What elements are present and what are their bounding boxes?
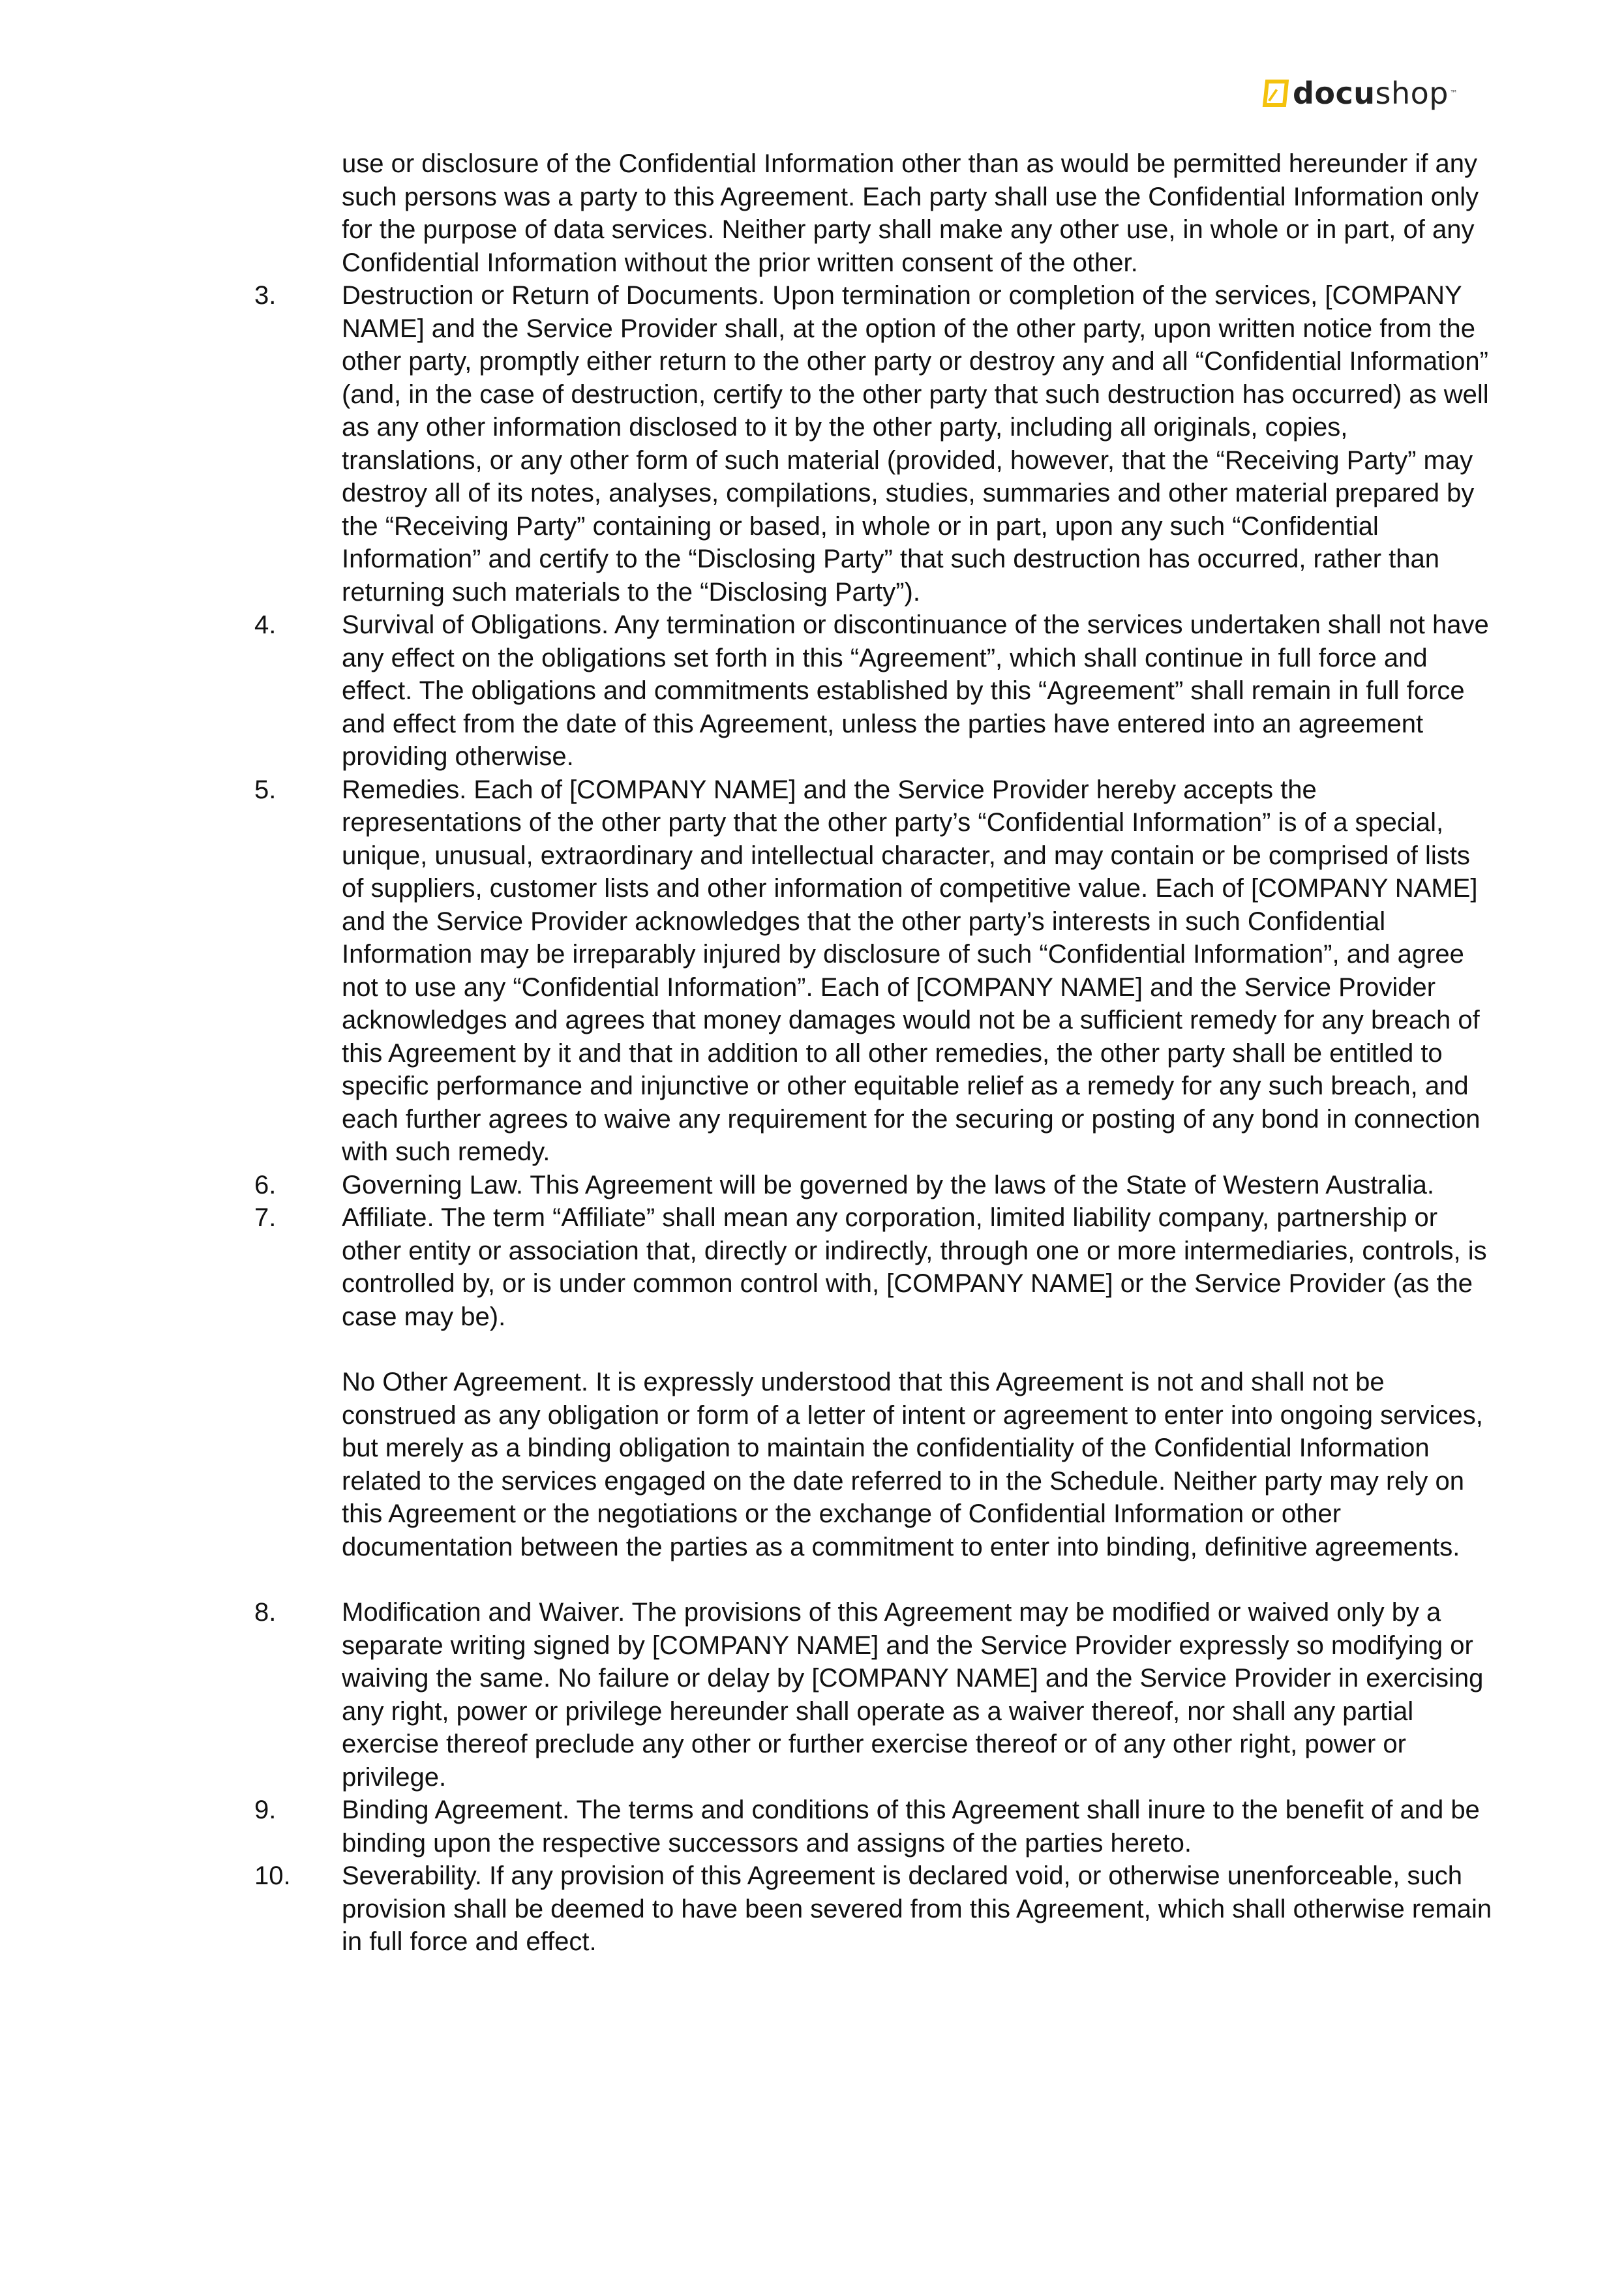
clause-8 [254,1596,1494,1794]
clause-number: 9. [254,1796,277,1824]
spacer [254,1563,1494,1596]
clause-number: 10. [254,1861,291,1890]
logo-trademark: ™ [1450,89,1458,98]
clause-4 [254,609,1494,774]
clause-number: 3. [254,281,277,310]
clause-text: Affiliate. The term “Affiliate” shall mean any corporation, limited liability company, partnership or other entity or association that, directly or indirectly, through one or more intermediaries, controls, is controlled by, or is under common control with, [COMPANY NAME] or the Service Provider (as the case may be). [342,1203,1487,1331]
clause-number: 4. [254,610,277,639]
document-body [254,147,1494,1959]
clause-text: Binding Agreement. The terms and conditions of this Agreement shall inure to the benefit of and be binding upon the respective successors and assigns of the parties hereto. [342,1796,1480,1858]
clause-9 [254,1794,1494,1859]
clause-number: 8. [254,1598,277,1627]
clause-number: 6. [254,1170,277,1199]
continued-paragraph [254,147,1494,279]
document-logo-icon [1263,80,1289,107]
clause-7 [254,1201,1494,1333]
clause-text: Severability. If any provision of this Agreement is declared void, or otherwise unenforceable, such provision shall be deemed to have been severed from this Agreement, which shall otherwise remain in full force and effect. [342,1861,1492,1956]
paragraph-text: No Other Agreement. It is expressly understood that this Agreement is not and shall not be construed as any obligation or form of a letter of intent or agreement to enter into ongoing services, but merely as a binding obligation to maintain the confidentiality of the Confidential Information related to the services engaged on the date referred to in the Schedule. Neither party may rely on this Agreement or the negotiations or the exchange of Confidential Information or other documentation between the parties as a commitment to enter into binding, definitive agreements. [342,1368,1483,1561]
clause-number: 5. [254,775,277,804]
clause-text: Destruction or Return of Documents. Upon termination or completion of the services, [COMPANY NAME] and the Service Provider shall, at the option of the other party, upon written notice from the other party, promptly either return to the other party or destroy any and all “Confidential Information” (and, in the case of destruction, certify to the other party that such destruction has occurred) as well as any other information disclosed to it by the other party, including all originals, copies, translations, or any other form of such material (provided, however, that the “Receiving Party” may destroy all of its notes, analyses, compilations, studies, summaries and other material prepared by the “Receiving Party” containing or based, in whole or in part, upon any such “Confidential Information” and certify to the “Disclosing Party” that such destruction has occurred, rather than returning such materials to the “Disclosing Party”). [342,281,1489,607]
clause-3 [254,279,1494,609]
logo-text-docu: docu [1293,76,1376,111]
clause-text: Modification and Waiver. The provisions of this Agreement may be modified or waived only by a separate writing signed by [COMPANY NAME] and the Service Provider expressly so modifying or waiving the same. No failure or delay by [COMPANY NAME] and the Service Provider in exercising any right, power or privilege hereunder shall operate as a waiver thereof, nor shall any partial exercise thereof preclude any other or further exercise thereof or of any other right, power or privilege. [342,1598,1484,1792]
clause-10 [254,1859,1494,1959]
logo-text-shop: shop [1375,76,1449,111]
clause-text: Survival of Obligations. Any termination or discontinuance of the services undertaken shall not have any effect on the obligations set forth in this “Agreement”, which shall continue in full force and effect. The obligations and commitments established by this “Agreement” shall remain in full force and effect from the date of this Agreement, unless the parties have entered into an agreement providing otherwise. [342,610,1489,771]
clause-text: Governing Law. This Agreement will be governed by the laws of the State of Western Australia. [342,1170,1434,1199]
clause-number: 7. [254,1203,277,1232]
clause-text: Remedies. Each of [COMPANY NAME] and the Service Provider hereby accepts the representations of the other party that the other party’s “Confidential Information” is of a special, unique, unusual, extraordinary and intellectual character, and may contain or be comprised of lists of suppliers, customer lists and other information of competitive value. Each of [COMPANY NAME] and the Service Provider acknowledges that the other party’s interests in such Confidential Information may be irreparably injured by disclosure of such “Confidential Information”, and agree not to use any “Confidential Information”. Each of [COMPANY NAME] and the Service Provider acknowledges and agrees that money damages would not be a sufficient remedy for any breach of this Agreement by it and that in addition to all other remedies, the other party shall be entitled to specific performance and injunctive or other equitable relief as a remedy for any such breach, and each further agrees to waive any requirement for the securing or posting of any bond in connection with such remedy. [342,775,1481,1166]
clause-5 [254,774,1494,1169]
docushop-logo [1264,73,1458,113]
paragraph-text: use or disclosure of the Confidential Information other than as would be permitted hereunder if any such persons was a party to this Agreement. Each party shall use the Confidential Information only for the purpose of data services. Neither party shall make any other use, in whole or in part, of any Confidential Information without the prior written consent of the other. [342,149,1479,277]
clause-6 [254,1169,1494,1202]
spacer [254,1333,1494,1366]
no-other-agreement-paragraph [254,1366,1494,1563]
